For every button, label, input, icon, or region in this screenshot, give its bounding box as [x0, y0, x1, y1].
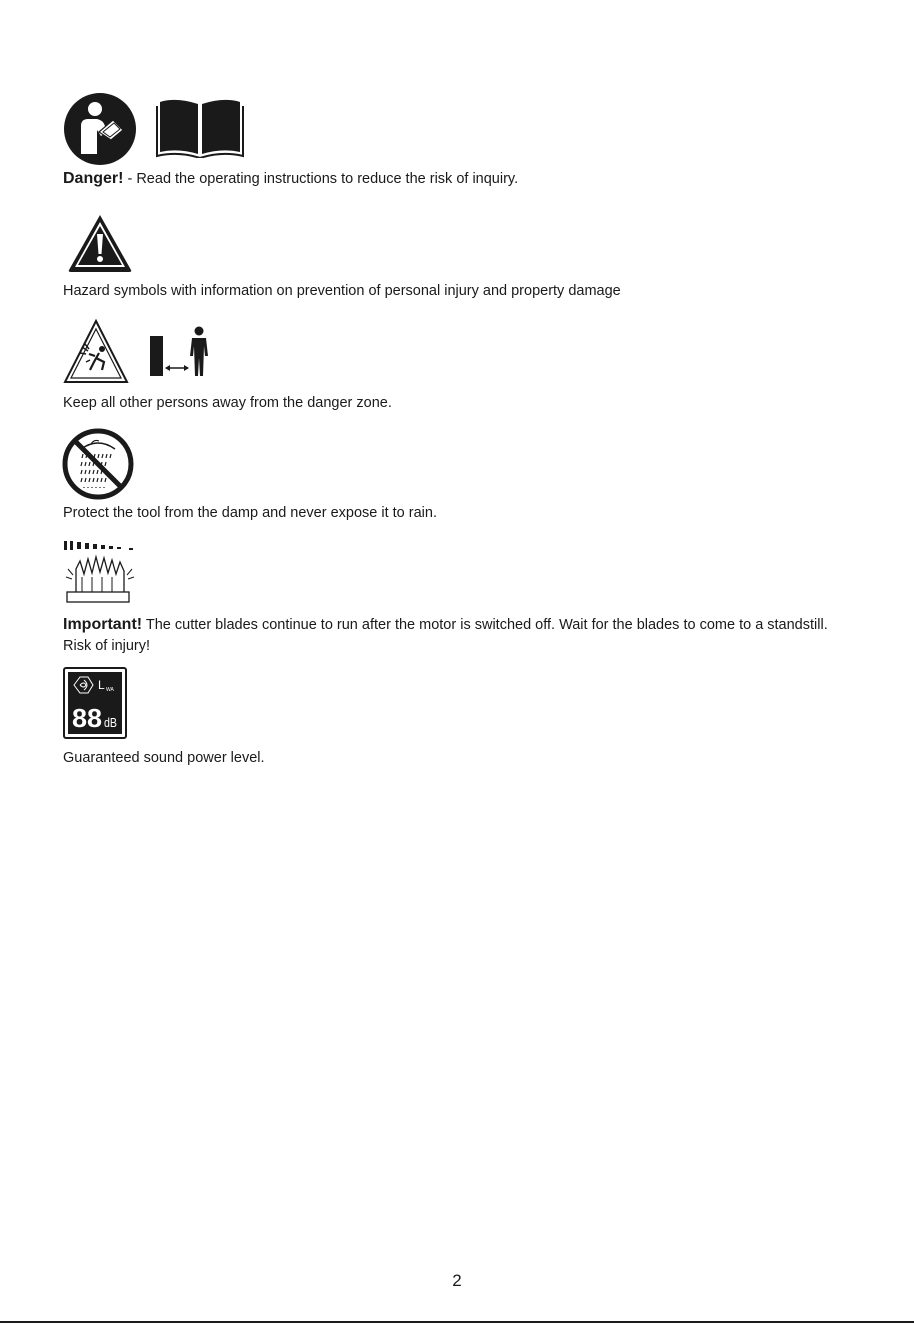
sound-text: Guaranteed sound power level. — [63, 750, 265, 766]
blades-instruction — [63, 614, 853, 657]
keep-distance-icon — [148, 326, 214, 378]
hazard-text: Hazard symbols with information on prevention of personal injury and property damage — [63, 283, 621, 299]
sound-badge-sub: WA — [106, 687, 114, 693]
bystanders-text: Keep all other persons away from the danger zone. — [63, 395, 392, 411]
danger-label: Danger! — [63, 170, 124, 187]
page-number: 2 — [452, 1271, 462, 1290]
thrown-object-warning-icon — [62, 318, 130, 386]
sound-badge-unit: dB — [104, 715, 117, 730]
blades-text: The cutter blades continue to run after the motor is switched off. Wait for the blades to come to a standstill. Risk of injury! — [63, 617, 828, 654]
read-manual-icon — [63, 92, 137, 166]
sound-power-icon — [63, 667, 127, 739]
no-rain-icon — [61, 427, 135, 501]
manual-instruction — [63, 168, 518, 190]
rotating-blades-icon — [62, 539, 138, 605]
important-label: Important! — [63, 616, 143, 633]
sound-badge-label: L — [98, 678, 105, 692]
manual-text: - Read the operating instructions to reduce the risk of inquiry. — [123, 171, 519, 187]
bottom-rule — [0, 1321, 914, 1323]
warning-triangle-icon — [66, 212, 134, 274]
open-book-icon — [156, 98, 244, 158]
rain-text: Protect the tool from the damp and never expose it to rain. — [63, 505, 437, 521]
sound-badge-value: 88 — [72, 703, 102, 733]
